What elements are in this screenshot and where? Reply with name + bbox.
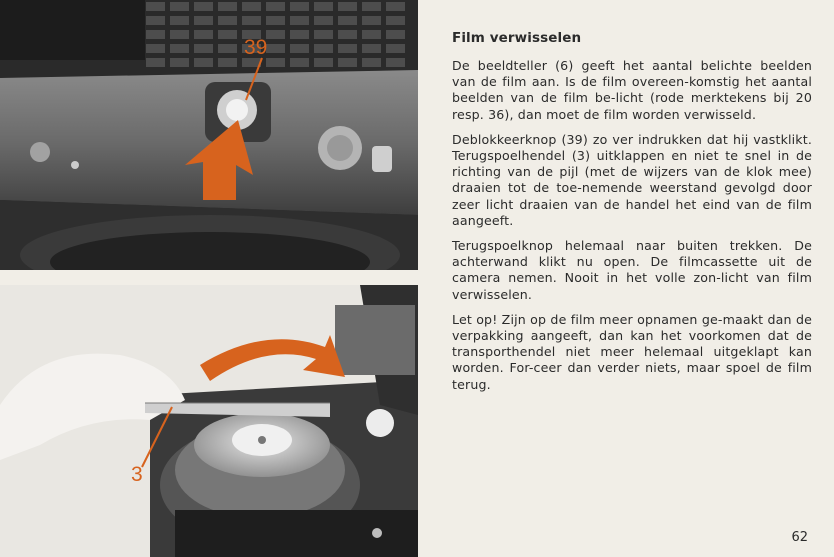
paragraph-rewind-procedure: Deblokkeerknop (39) zo ver indrukken dat hij vastklikt. Terugspoelhendel (3) uitklappen en niet te snel in de richting van de pijl (met de wijzers van de klok mee) draaien tot de toe-nemende weerstand gevolgd door zeer licht draaien van de handel het eind van de film aangeeft.: [452, 131, 812, 228]
section-heading: Film verwisselen: [452, 30, 582, 46]
rewind-crank-photo: [0, 285, 418, 557]
paragraph-warning: Let op! Zijn op de film meer opnamen ge-maakt dan de verpakking aangeeft, dan kan het voorkomen dat de transporthendel niet meer helemaal uitgeklapt kan worden. For-ceer dan verder niets, maar spoel de film terug.: [452, 311, 812, 392]
page-number: 62: [791, 530, 808, 545]
paragraph-frame-counter: De beeldteller (6) geeft het aantal belichte beelden van de film aan. Is de film overeen-komstig het aantal beelden van de film be-licht (rode merktekens bij 20 resp. 36), dan moet de film worden verwisseld.: [452, 58, 812, 122]
callout-label-3: 3: [131, 463, 143, 486]
camera-bottom-photo: [0, 0, 418, 270]
callout-label-39: 39: [244, 36, 268, 59]
instruction-text-column: [452, 30, 812, 402]
paragraph-open-back: Terugspoelknop helemaal naar buiten trekken. De achterwand klikt nu open. De filmcassette uit de camera nemen. Nooit in het volle zon-licht van film verwisselen.: [452, 238, 812, 302]
